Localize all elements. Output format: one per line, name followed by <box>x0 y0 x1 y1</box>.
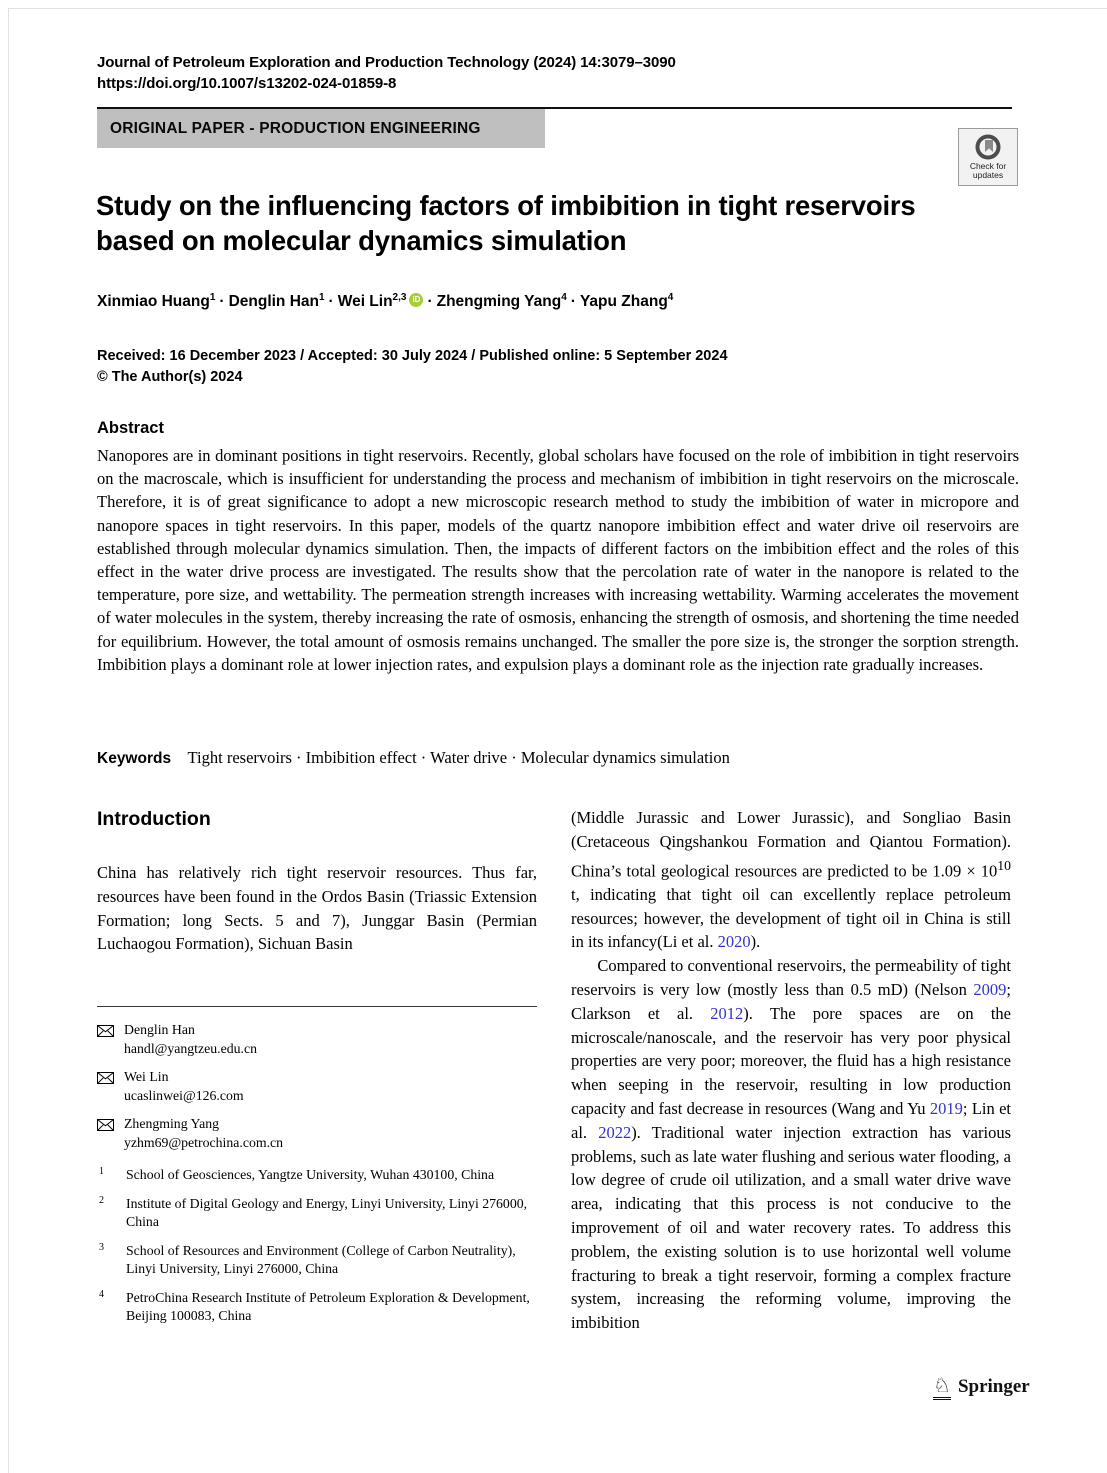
doi-link[interactable]: https://doi.org/10.1007/s13202-024-01859-8 <box>97 75 397 92</box>
author-name: Zhengming Yang$^4$ <box>436 292 567 311</box>
abstract-text: Nanopores are in dominant positions in tight reservoirs. Recently, global scholars have focused on the role of imbibition in tight reservoirs on the macroscale, which is insufficient for understanding the process and mechanism of imbibition in tight reservoirs on the microscale. Therefore, it is of great significance to adopt a new microscopic research method to study the imbibition of water in micropore and nanopore spaces in tight reservoirs. In this paper, models of the quartz nanopore imbibition effect and water drive oil reservoirs are established through molecular dynamics simulation. Then, the impacts of different factors on the imbibition effect and the roles of this effect in the water drive process are investigated. The results show that the percolation rate of water in the nanopore is related to the temperature, pore size, and wettability. The permeation strength increases with increasing wettability. Warming accelerates the movement of water molecules in the system, thereby increasing the rate of osmosis, enhancing the strength of osmosis, and shortening the time needed for equilibrium. However, the total amount of osmosis remains unchanged. The smaller the pore size is, the stronger the sorption strength. Imbibition plays a dominant role at lower injection rates, and expulsion plays a dominant role as the injection rate gradually increases. <box>97 446 1019 674</box>
check-for-updates-button[interactable] <box>958 128 1018 186</box>
article-type-label: ORIGINAL PAPER - PRODUCTION ENGINEERING <box>110 119 481 137</box>
citation-link[interactable]: 2020 <box>717 932 751 952</box>
publisher-name: Springer <box>957 1376 1030 1397</box>
affiliation-entry: 3 School of Resources and Environment (College of Carbon Neutrality), Linyi University, Linyi 276000, China <box>99 1241 516 1277</box>
article-history <box>97 346 728 388</box>
author-list <box>97 292 673 311</box>
author-name: Wei Lin$^{2,3}$ iD <box>338 293 424 310</box>
corresponding-author-entry <box>97 1021 537 1058</box>
crossmark-icon <box>975 134 1001 160</box>
article-type-banner <box>97 109 545 148</box>
affiliation-list <box>97 1166 537 1326</box>
correspondence-list <box>97 1021 537 1152</box>
superscript: 10 <box>997 857 1011 873</box>
corresponding-author-entry <box>97 1068 537 1105</box>
envelope-icon <box>97 1025 114 1037</box>
author-email-link[interactable]: yzhm69@petrochina.com.cn <box>124 1134 284 1150</box>
citation-link[interactable]: 2019 <box>929 1099 963 1119</box>
envelope-icon <box>97 1119 114 1131</box>
citation-link[interactable]: 2009 <box>973 980 1007 1000</box>
abstract-section <box>97 419 1019 676</box>
author-name: Yapu Zhang$^4$ <box>579 292 674 311</box>
author-separator: · <box>427 293 433 311</box>
corresponding-author-name: Denglin Han <box>124 1022 195 1038</box>
springer-logo <box>933 1376 1030 1400</box>
envelope-icon <box>97 1072 114 1084</box>
author-name: Denglin Han$^1$ <box>228 292 325 311</box>
page-title: Study on the influencing factors of imbibition in tight reservoirs based on molecular dynamics simulation <box>96 190 916 256</box>
body-paragraph: Compared to conventional reservoirs, the permeability of tight reservoirs is very low (mostly less than 0.5 mD) (Nelson 2009; Clarkson et al. 2012). The pore spaces are on the microscale/nanoscale, and the reservoir has very poor physical properties are very poor; moreover, the fluid has a high resistance when seeping in the reservoir, resulting in low production capacity and fast decrease in resources (Wang and Yu 2019; Lin et al. 2022). Traditional water injection extraction has various problems, such as late water flushing and serious water flooding, a low degree of crude oil utilization, and a small water drive wave area, indicating that this process is not conducive to the improvement of oil and water recovery rates. To address this problem, the existing solution is to use horizontal well volume fracturing to break a tight reservoir, forming a complex fracture system, increasing the reforming volume, improving the imbibition <box>571 956 1011 1333</box>
springer-horse-icon: ♘ <box>933 1376 951 1400</box>
right-column <box>571 806 1011 1336</box>
keywords-label: Keywords <box>97 750 172 767</box>
author-separator: · <box>328 293 334 311</box>
affiliation-entry: 2 Institute of Digital Geology and Energy, Linyi University, Linyi 276000, China <box>99 1194 528 1230</box>
author-email-link[interactable]: ucaslinwei@126.com <box>124 1087 244 1103</box>
introduction-heading: Introduction <box>97 808 211 830</box>
author-name: Xinmiao Huang$^1$ <box>97 292 216 311</box>
footnote-block <box>97 1006 537 1326</box>
author-separator: · <box>570 293 576 311</box>
journal-citation-line: Journal of Petroleum Exploration and Production Technology (2024) 14:3079–3090 <box>97 54 676 71</box>
citation-link[interactable]: 2012 <box>710 1003 744 1023</box>
affiliation-entry: 1 School of Geosciences, Yangtze University, Wuhan 430100, China <box>99 1166 495 1183</box>
body-paragraph: (Middle Jurassic and Lower Jurassic), and Songliao Basin (Cretaceous Qingshankou Formation and Qiantou Formation). China’s total geological resources are predicted to be $1.09 \times 10^{10}$ t, indicating that tight oil can excellently replace petroleum resources; however, the development of tight oil in China is still in its infancy(Li et al. 2020). <box>571 808 1011 952</box>
keywords-row <box>97 748 730 768</box>
journal-header <box>97 52 676 94</box>
abstract-heading: Abstract <box>97 419 164 437</box>
check-for-updates-label: Check for updates <box>969 160 1007 180</box>
received-accepted-line: Received: 16 December 2023 / Accepted: 30 July 2024 / Published online: 5 September 2024 <box>97 348 728 364</box>
orcid-icon[interactable]: iD <box>409 293 423 307</box>
introduction-paragraph: China has relatively rich tight reservoir resources. Thus far, resources have been found in the Ordos Basin (Triassic Extension Formation; long Sects. 5 and 7), Junggar Basin (Permian Luchaogou Formation), Sichuan Basin <box>97 863 537 954</box>
affiliation-entry: 4 PetroChina Research Institute of Petroleum Exploration & Development, Beijing 100083, China <box>99 1288 530 1324</box>
two-column-body <box>97 806 1012 1336</box>
keywords-text: Tight reservoirs · Imbibition effect · Water drive · Molecular dynamics simulation <box>187 748 730 767</box>
author-email-link[interactable]: handl@yangtzeu.edu.cn <box>124 1040 257 1056</box>
citation-link[interactable]: 2022 <box>598 1122 632 1142</box>
corresponding-author-entry <box>97 1115 537 1152</box>
author-separator: · <box>219 293 225 311</box>
corresponding-author-name: Zhengming Yang <box>124 1116 220 1132</box>
left-column <box>97 806 537 1336</box>
corresponding-author-name: Wei Lin <box>124 1069 169 1085</box>
copyright-line: © The Author(s) 2024 <box>97 369 243 385</box>
